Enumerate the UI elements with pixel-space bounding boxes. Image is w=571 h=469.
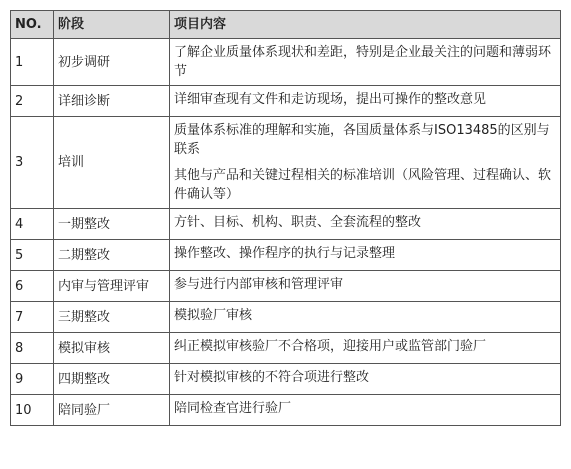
- content-paragraph: 陪同检查官进行验厂: [174, 401, 292, 416]
- row-stage: 培训: [54, 117, 170, 209]
- row-no: 2: [11, 86, 54, 117]
- row-no: 7: [11, 302, 54, 333]
- content-paragraph: 纠正模拟审核验厂不合格项，迎接用户或监管部门验厂: [174, 339, 487, 354]
- row-content: [170, 39, 561, 86]
- row-content: [170, 302, 561, 333]
- content-paragraph: 模拟验厂审核: [174, 308, 253, 323]
- table-row: [11, 39, 561, 86]
- content-paragraph: 质量体系标准的理解和实施，各国质量体系与ISO13485的区别与联系: [174, 123, 550, 157]
- row-content: [170, 364, 561, 395]
- row-stage: 详细诊断: [54, 86, 170, 117]
- content-paragraph: 操作整改、操作程序的执行与记录整理: [174, 246, 396, 261]
- table-row: [11, 271, 561, 302]
- row-stage: 内审与管理评审: [54, 271, 170, 302]
- row-stage: 初步调研: [54, 39, 170, 86]
- table-row: [11, 364, 561, 395]
- row-no: 9: [11, 364, 54, 395]
- content-paragraph: 其他与产品和关键过程相关的标准培训（风险管理、过程确认、软件确认等）: [174, 168, 552, 202]
- content-paragraph: 参与进行内部审核和管理评审: [174, 277, 344, 292]
- row-content: [170, 333, 561, 364]
- row-content: [170, 395, 561, 426]
- row-content: [170, 86, 561, 117]
- table-row: [11, 209, 561, 240]
- table-row: [11, 333, 561, 364]
- table-row: [11, 395, 561, 426]
- row-content: [170, 271, 561, 302]
- row-no: 5: [11, 240, 54, 271]
- row-content: [170, 117, 561, 209]
- table-header-row: [11, 11, 561, 39]
- row-stage: 模拟审核: [54, 333, 170, 364]
- content-paragraph: 详细审查现有文件和走访现场，提出可操作的整改意见: [174, 92, 487, 107]
- row-content: [170, 209, 561, 240]
- header-no: NO.: [11, 11, 54, 39]
- table-row: [11, 86, 561, 117]
- content-paragraph: 了解企业质量体系现状和差距，特别是企业最关注的问题和薄弱环节: [174, 45, 552, 79]
- header-content: 项目内容: [170, 11, 561, 39]
- project-table-container: [10, 10, 560, 426]
- content-paragraph: 针对模拟审核的不符合项进行整改: [174, 370, 370, 385]
- row-no: 8: [11, 333, 54, 364]
- project-table: [10, 10, 561, 426]
- row-no: 4: [11, 209, 54, 240]
- row-no: 6: [11, 271, 54, 302]
- row-no: 1: [11, 39, 54, 86]
- row-stage: 三期整改: [54, 302, 170, 333]
- row-stage: 一期整改: [54, 209, 170, 240]
- row-no: 3: [11, 117, 54, 209]
- content-paragraph: 方针、目标、机构、职责、全套流程的整改: [174, 215, 422, 230]
- row-stage: 四期整改: [54, 364, 170, 395]
- header-stage: 阶段: [54, 11, 170, 39]
- table-row: [11, 302, 561, 333]
- row-stage: 陪同验厂: [54, 395, 170, 426]
- row-stage: 二期整改: [54, 240, 170, 271]
- row-content: [170, 240, 561, 271]
- table-row: [11, 240, 561, 271]
- row-no: 10: [11, 395, 54, 426]
- table-row: [11, 117, 561, 209]
